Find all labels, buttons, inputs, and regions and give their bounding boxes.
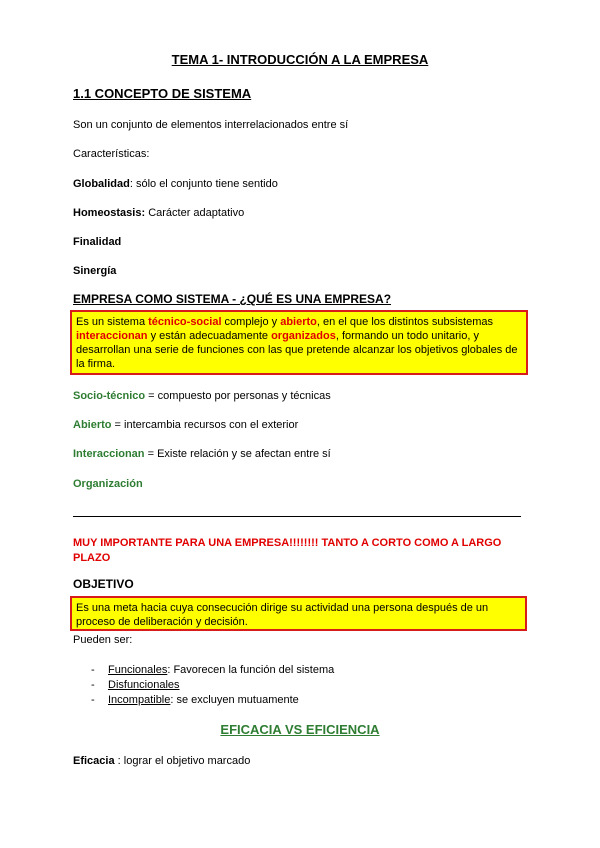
def-socio-tecnico: [73, 389, 331, 403]
def-text: = intercambia recursos con el exterior: [111, 419, 299, 431]
eficacia-term: Eficacia: [73, 755, 115, 767]
item-text: Carácter adaptativo: [145, 207, 245, 219]
eficacia-text: : lograr el objetivo marcado: [114, 755, 251, 767]
item-text: : sólo el conjunto tiene sentido: [129, 178, 278, 190]
list-dash: -: [91, 664, 95, 676]
horizontal-rule: [73, 516, 521, 517]
pueden-ser-label: Pueden ser:: [73, 634, 133, 646]
item-term: Homeostasis:: [73, 207, 146, 219]
def-interaccionan: [73, 447, 331, 461]
box-keyword: técnico-social: [148, 316, 222, 328]
list-dash: -: [91, 694, 95, 706]
box-text: Es un sistema: [76, 316, 149, 328]
item-globalidad: [73, 177, 278, 191]
eficacia-heading: EFICACIA VS EFICIENCIA: [220, 722, 380, 737]
def-term: Interaccionan: [73, 448, 145, 460]
objetivo-heading: OBJETIVO: [73, 577, 134, 591]
list-term: Incompatible: [108, 694, 171, 706]
important-line-1: MUY IMPORTANTE PARA UNA EMPRESA!!!!!!!! TANTO A CORTO COMO A LARGO: [73, 537, 502, 549]
list-item-funcionales: [91, 663, 335, 677]
box-text: y están adecuadamente: [147, 330, 272, 342]
empresa-heading: EMPRESA COMO SISTEMA - ¿QUÉ ES UNA EMPRESA?: [73, 292, 392, 306]
section-heading-concepto: 1.1 CONCEPTO DE SISTEMA: [73, 86, 252, 101]
eficacia-definition: [73, 754, 250, 768]
def-term: Socio-técnico: [73, 390, 146, 402]
item-sinergia: [73, 264, 116, 278]
item-finalidad: [73, 235, 121, 249]
def-abierto: [73, 418, 298, 432]
box-keyword: organizados: [271, 330, 336, 342]
definition-text: Son un conjunto de elementos interrelacionados entre sí: [73, 119, 349, 131]
box-text: , en el que los distintos subsistemas: [316, 316, 493, 328]
box-keyword: abierto: [280, 316, 317, 328]
def-term: Abierto: [73, 419, 112, 431]
list-term: Disfuncionales: [108, 679, 180, 691]
page-title: TEMA 1- INTRODUCCIÓN A LA EMPRESA: [171, 52, 429, 67]
empresa-definition-box: [70, 310, 528, 375]
item-term: Sinergía: [73, 265, 117, 277]
def-text: = compuesto por personas y técnicas: [145, 390, 331, 402]
item-term: Globalidad: [73, 178, 130, 190]
objetivo-definition-box: Es una meta hacia cuya consecución dirige su actividad una persona después de un proceso de deliberación y decisión.: [70, 596, 527, 631]
list-text: : Favorecen la función del sistema: [167, 664, 335, 676]
item-homeostasis: [73, 206, 244, 220]
def-organizacion: [73, 477, 143, 491]
caracteristicas-label: Características:: [73, 148, 150, 160]
box-text: complejo y: [221, 316, 281, 328]
item-term: Finalidad: [73, 236, 122, 248]
def-term: Organización: [73, 478, 143, 490]
list-item-disfuncionales: [91, 678, 180, 692]
list-term: Funcionales: [108, 664, 168, 676]
box-keyword: interaccionan: [76, 330, 148, 342]
list-item-incompatible: [91, 693, 299, 707]
def-text: = Existe relación y se afectan entre sí: [144, 448, 331, 460]
box-text: , formando un todo unitario, y desarrollan una serie de funciones con las que pretende alcanzar los objetivos globales de la firma.: [76, 330, 518, 370]
important-line-2: PLAZO: [73, 552, 111, 564]
list-text: : se excluyen mutuamente: [170, 694, 299, 706]
list-dash: -: [91, 679, 95, 691]
